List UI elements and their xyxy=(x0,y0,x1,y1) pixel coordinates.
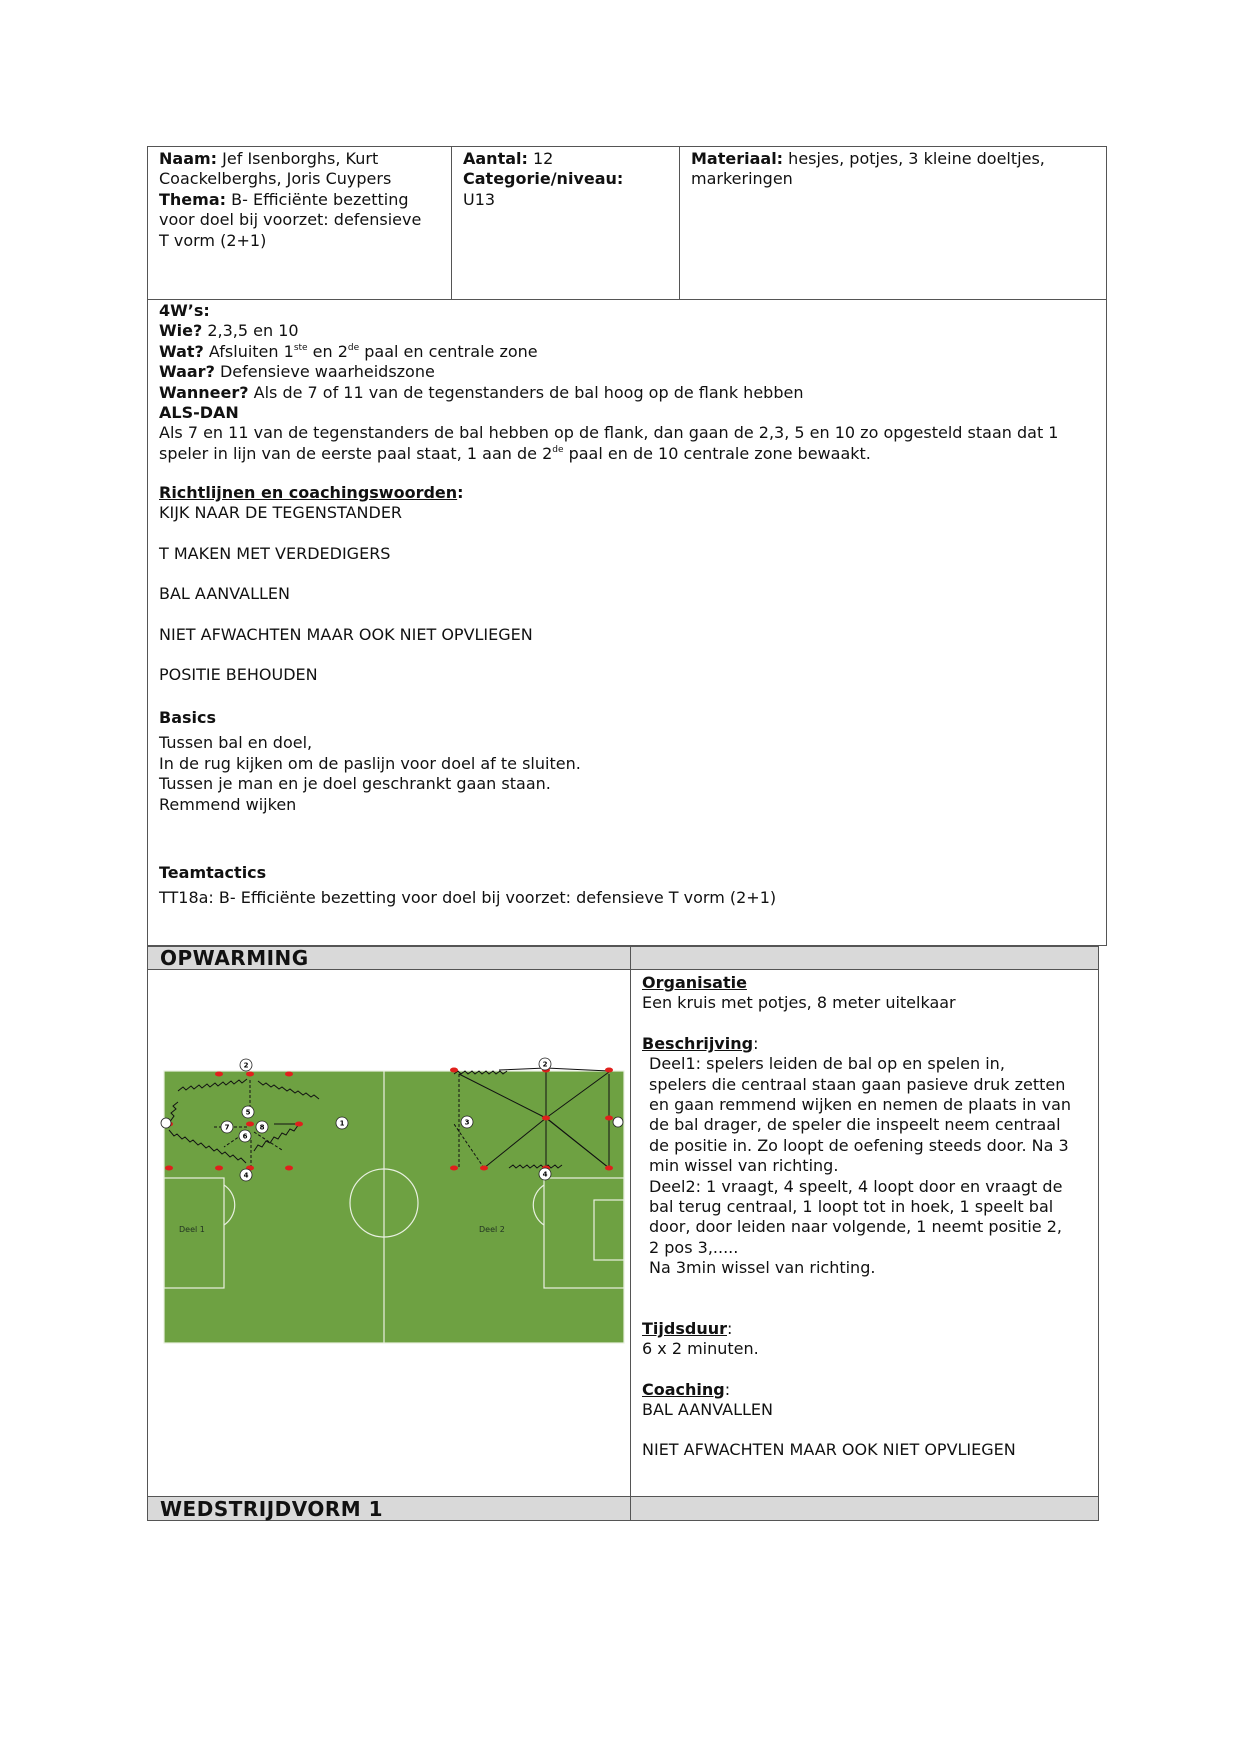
player-marker xyxy=(613,1117,623,1127)
deel2-label: Deel 2 xyxy=(479,1225,505,1234)
wie-label: Wie? xyxy=(159,321,203,341)
basics-line: Tussen je man en je doel geschrankt gaan staan. xyxy=(159,774,551,794)
richtlijnen-item: BAL AANVALLEN xyxy=(159,584,290,604)
waar-label: Waar? xyxy=(159,362,215,382)
alsdan-label: ALS-DAN xyxy=(159,403,239,423)
thema-line1: B- Efficiënte bezetting xyxy=(231,189,409,209)
player-number: 7 xyxy=(224,1123,230,1132)
richtlijnen-item: POSITIE BEHOUDEN xyxy=(159,665,318,685)
player-number: 5 xyxy=(245,1108,251,1117)
beschrijving-line: Na 3min wissel van richting. xyxy=(649,1258,876,1278)
beschrijving-label: Beschrijving xyxy=(642,1033,754,1053)
beschrijving-colon: : xyxy=(753,1033,759,1053)
wat-sup1: ste xyxy=(293,342,308,353)
wanneer-label: Wanneer? xyxy=(159,382,249,402)
alsdan-line2a: speler in lijn van de eerste paal staat, 1 aan de 2 xyxy=(159,443,553,463)
four-ws-title: 4W’s: xyxy=(159,301,210,320)
thema-line2: voor doel bij voorzet: defensieve xyxy=(159,210,422,230)
header-divider-1 xyxy=(451,146,452,300)
basics-line: Tussen bal en doel, xyxy=(159,733,313,753)
teamtactics-text: TT18a: B- Efficiënte bezetting voor doel bij voorzet: defensieve T vorm (2+1) xyxy=(159,888,777,908)
basics-line: Remmend wijken xyxy=(159,794,297,814)
richtlijnen-colon: : xyxy=(457,483,464,502)
aantal-label: Aantal: xyxy=(463,149,528,168)
opwarming-title: OPWARMING xyxy=(160,946,309,970)
player-marker xyxy=(239,1130,251,1142)
categorie-label: Categorie/niveau: xyxy=(463,169,624,189)
coaching-line: NIET AFWACHTEN MAAR OOK NIET OPVLIEGEN xyxy=(642,1440,1016,1460)
player-marker xyxy=(221,1121,233,1133)
wedstrijdvorm-header-right xyxy=(630,1496,1099,1521)
header-naam-cell xyxy=(159,149,449,251)
beschrijving-line: Deel2: 1 vraagt, 4 speelt, 4 loopt door en vraagt de xyxy=(649,1176,1063,1196)
beschrijving-line: de positie in. Zo loopt de oefening steeds door. Na 3 xyxy=(649,1135,1069,1155)
wat-label: Wat? xyxy=(159,341,204,361)
alsdan-sup: de xyxy=(552,444,564,455)
richtlijnen-item: NIET AFWACHTEN MAAR OOK NIET OPVLIEGEN xyxy=(159,624,533,644)
player-number: 2 xyxy=(243,1061,249,1070)
beschrijving-line: door, door leiden naar volgende, 1 neemt positie 2, xyxy=(649,1217,1062,1237)
alsdan-line1: Als 7 en 11 van de tegenstanders de bal hebben op de flank, dan gaan de 2,3, 5 en 10 zo opgesteld staan dat 1 xyxy=(159,423,1059,443)
player-marker xyxy=(242,1106,254,1118)
wat-c: paal en centrale zone xyxy=(359,341,538,361)
player-marker xyxy=(336,1117,348,1129)
coaching-label: Coaching xyxy=(642,1379,725,1399)
player-marker xyxy=(539,1168,551,1180)
beschrijving-line: min wissel van richting. xyxy=(649,1156,839,1176)
teamtactics-title: Teamtactics xyxy=(159,863,267,882)
player-marker xyxy=(461,1116,473,1128)
organisatie-text: Een kruis met potjes, 8 meter uitelkaar xyxy=(642,993,956,1013)
organisatie-label: Organisatie xyxy=(642,973,747,992)
wanneer-value: Als de 7 of 11 van de tegenstanders de bal hoog op de flank hebben xyxy=(253,382,804,402)
basics-title: Basics xyxy=(159,708,217,727)
coaching-line: BAL AANVALLEN xyxy=(642,1399,773,1419)
player-number: 3 xyxy=(464,1118,470,1127)
header-divider-2 xyxy=(679,146,680,300)
basics-section xyxy=(159,708,1099,815)
player-number: 2 xyxy=(542,1060,548,1069)
richtlijnen-title: Richtlijnen en coachingswoorden xyxy=(159,483,458,502)
opwarming-header-right xyxy=(630,946,1099,970)
materiaal-line2: markeringen xyxy=(691,169,793,189)
wedstrijdvorm-title: WEDSTRIJDVORM 1 xyxy=(160,1497,384,1521)
header-aantal-cell xyxy=(463,149,673,210)
wat-sup2: de xyxy=(347,342,360,353)
deel1-label: Deel 1 xyxy=(179,1225,205,1234)
wat-b: en 2 xyxy=(307,341,348,361)
player-marker xyxy=(240,1059,252,1071)
naam-line2: Coackelberghs, Joris Cuypers xyxy=(159,169,392,189)
aantal-value: 12 xyxy=(533,149,554,168)
player-marker xyxy=(539,1058,551,1070)
naam-label: Naam: xyxy=(159,149,218,168)
richtlijnen-section xyxy=(159,483,1099,685)
player-marker xyxy=(240,1169,252,1181)
player-marker xyxy=(161,1118,171,1128)
categorie-value: U13 xyxy=(463,189,496,209)
beschrijving-line: 2 pos 3,..... xyxy=(649,1237,739,1257)
basics-line: In de rug kijken om de paslijn voor doel af te sluiten. xyxy=(159,753,581,773)
four-ws-section xyxy=(159,301,1099,464)
richtlijnen-item: KIJK NAAR DE TEGENSTANDER xyxy=(159,503,403,523)
beschrijving-line: spelers die centraal staan gaan pasieve druk zetten xyxy=(649,1074,1066,1094)
player-number: 1 xyxy=(339,1119,345,1128)
thema-line3: T vorm (2+1) xyxy=(159,230,267,250)
player-number: 8 xyxy=(259,1123,265,1132)
wat-a: Afsluiten 1 xyxy=(208,341,294,361)
tijdsduur-label: Tijdsduur xyxy=(642,1318,727,1338)
player-number: 4 xyxy=(243,1171,249,1180)
beschrijving-line: Deel1: spelers leiden de bal op en spelen in, xyxy=(649,1054,1005,1074)
player-marker xyxy=(256,1121,268,1133)
header-materiaal-cell xyxy=(691,149,1101,190)
materiaal-label: Materiaal: xyxy=(691,149,784,168)
tijdsduur-colon: : xyxy=(726,1318,733,1338)
richtlijnen-item: T MAKEN MET VERDEDIGERS xyxy=(159,543,391,563)
player-number: 6 xyxy=(242,1132,248,1141)
thema-label: Thema: xyxy=(159,189,227,209)
exercise-diagram xyxy=(154,1050,628,1348)
opwarming-description xyxy=(642,973,1092,1461)
player-number: 4 xyxy=(542,1170,548,1179)
tijdsduur-text: 6 x 2 minuten. xyxy=(642,1339,759,1359)
beschrijving-line: de bal drager, de speler die inspeelt neem centraal xyxy=(649,1115,1061,1135)
waar-value: Defensieve waarheidszone xyxy=(219,362,435,382)
teamtactics-section xyxy=(159,863,1099,909)
beschrijving-line: bal terug centraal, 1 loopt tot in hoek, 1 speelt bal xyxy=(649,1197,1054,1217)
materiaal-line1: hesjes, potjes, 3 kleine doeltjes, xyxy=(788,149,1045,168)
naam-line1: Jef Isenborghs, Kurt xyxy=(222,149,379,168)
alsdan-line2b: paal en de 10 centrale zone bewaakt. xyxy=(563,443,871,463)
beschrijving-line: en gaan remmend wijken en nemen de plaats in van xyxy=(649,1095,1072,1115)
wie-value: 2,3,5 en 10 xyxy=(207,321,299,341)
coaching-colon: : xyxy=(724,1379,731,1399)
